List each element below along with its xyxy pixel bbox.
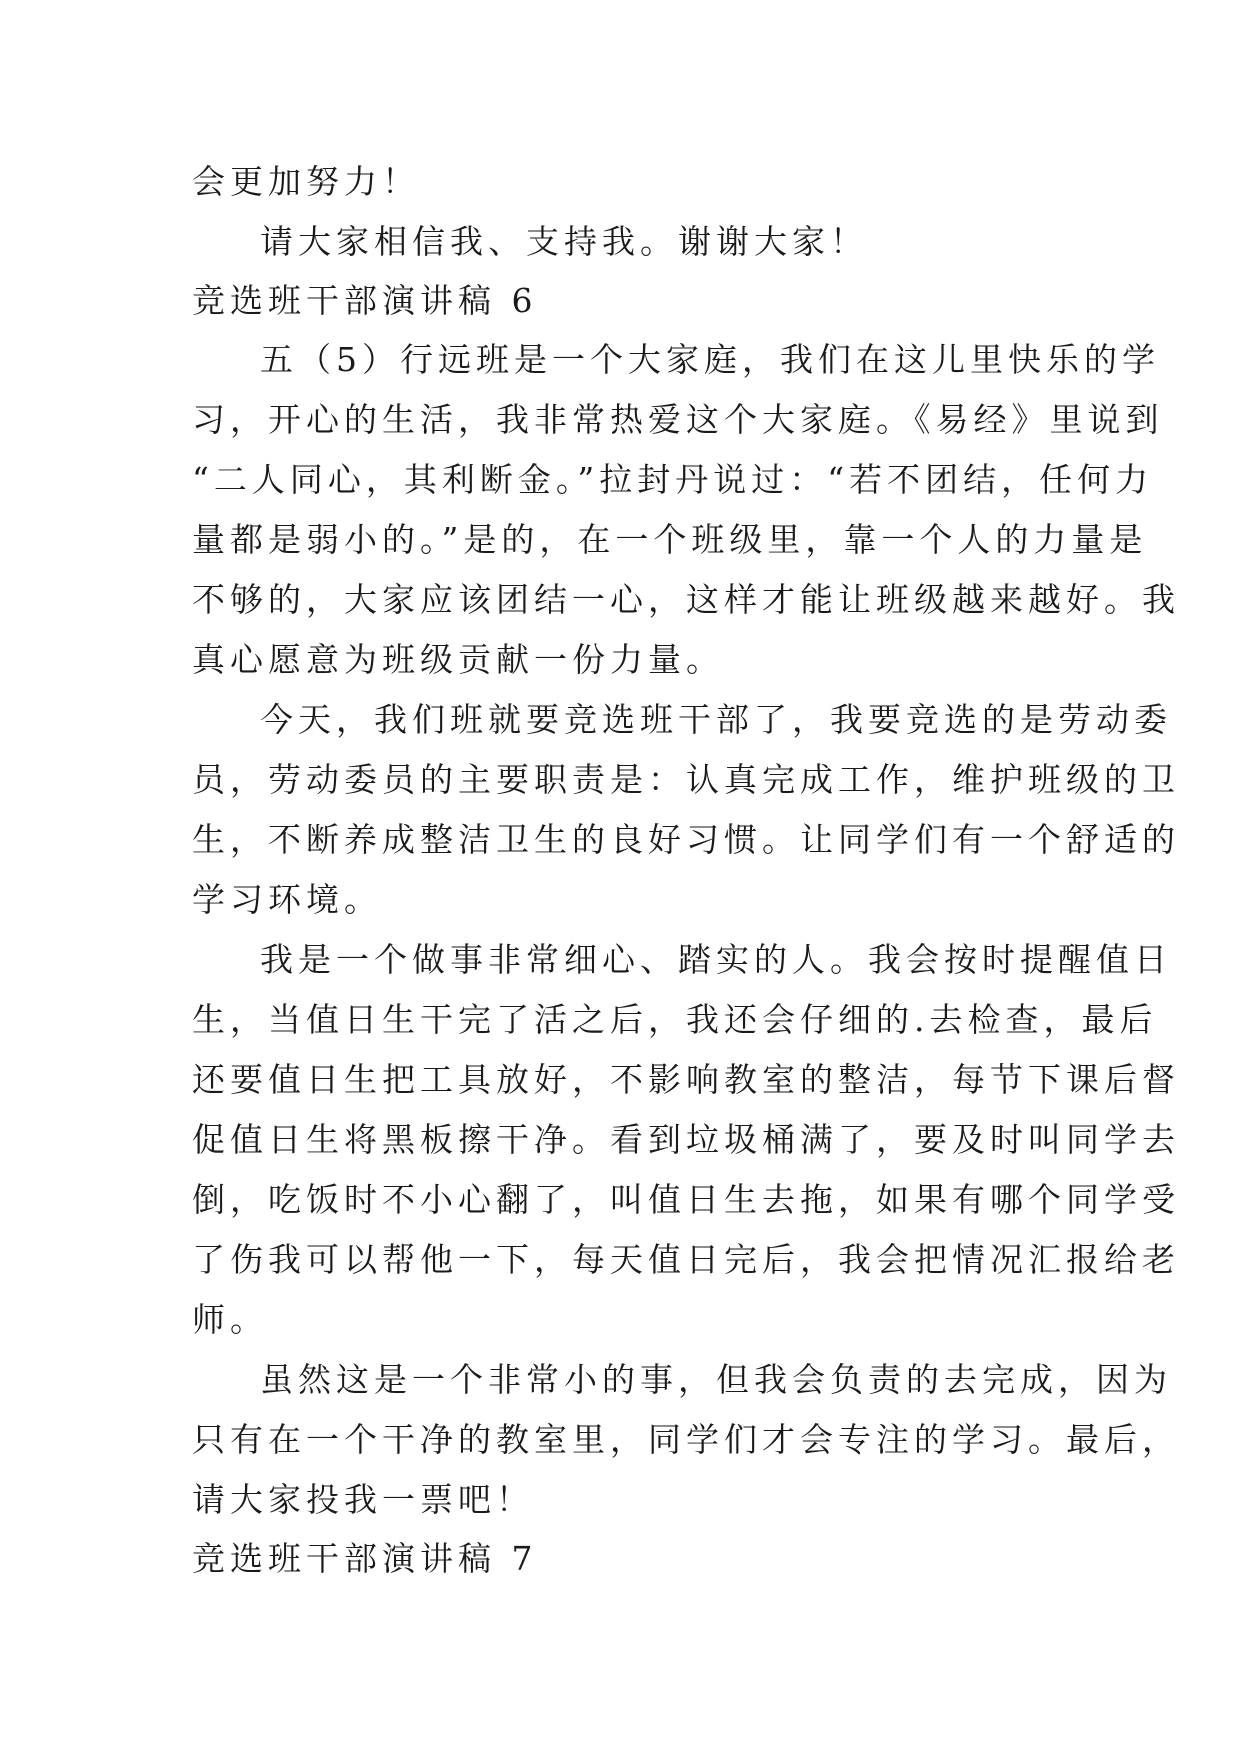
document-body (192, 152, 1180, 1588)
paragraph-line: 不够的，大家应该团结一心，这样才能让班级越来越好。我 (192, 580, 1180, 619)
paragraph-line: 师。 (192, 1300, 268, 1339)
paragraph-line: 只有在一个干净的教室里，同学们才会专注的学习。最后， (192, 1420, 1180, 1459)
paragraph-line: 请大家投我一票吧！ (192, 1480, 534, 1519)
paragraph-line: 生，当值日生干完了活之后，我还会仔细的.去检查，最后 (192, 1000, 1158, 1039)
paragraph-line: 今天，我们班就要竞选班干部了，我要竞选的是劳动委 (260, 700, 1172, 739)
paragraph-line: 真心愿意为班级贡献一份力量。 (192, 640, 724, 679)
paragraph-line: 虽然这是一个非常小的事，但我会负责的去完成，因为 (260, 1360, 1172, 1399)
paragraph-line: 会更加努力！ (192, 162, 420, 201)
paragraph-line: 五（5）行远班是一个大家庭，我们在这儿里快乐的学 (260, 340, 1160, 379)
paragraph-line: 习，开心的生活，我非常热爱这个大家庭。《易经》里说到 (192, 400, 1164, 439)
paragraph-line: 促值日生将黑板擦干净。看到垃圾桶满了，要及时叫同学去 (192, 1120, 1180, 1159)
paragraph-line: 生，不断养成整洁卫生的良好习惯。让同学们有一个舒适的 (192, 820, 1180, 859)
paragraph-line: “二人同心，其利断金。”拉封丹说过：“若不团结，任何力 (192, 460, 1154, 499)
section-heading: 竞选班干部演讲稿 6 (192, 281, 538, 320)
paragraph-line: 量都是弱小的。”是的，在一个班级里，靠一个人的力量是 (192, 520, 1148, 559)
paragraph-line: 了伤我可以帮他一下，每天值日完后，我会把情况汇报给老 (192, 1240, 1180, 1279)
paragraph-line: 还要值日生把工具放好，不影响教室的整洁，每节下课后督 (192, 1060, 1180, 1099)
section-heading: 竞选班干部演讲稿 7 (192, 1539, 538, 1578)
paragraph-line: 倒，吃饭时不小心翻了，叫值日生去拖，如果有哪个同学受 (192, 1180, 1180, 1219)
paragraph-line: 员，劳动委员的主要职责是：认真完成工作，维护班级的卫 (192, 760, 1180, 799)
paragraph-line: 我是一个做事非常细心、踏实的人。我会按时提醒值日 (260, 940, 1172, 979)
paragraph-line: 学习环境。 (192, 880, 382, 919)
paragraph-line: 请大家相信我、支持我。谢谢大家！ (260, 222, 868, 261)
